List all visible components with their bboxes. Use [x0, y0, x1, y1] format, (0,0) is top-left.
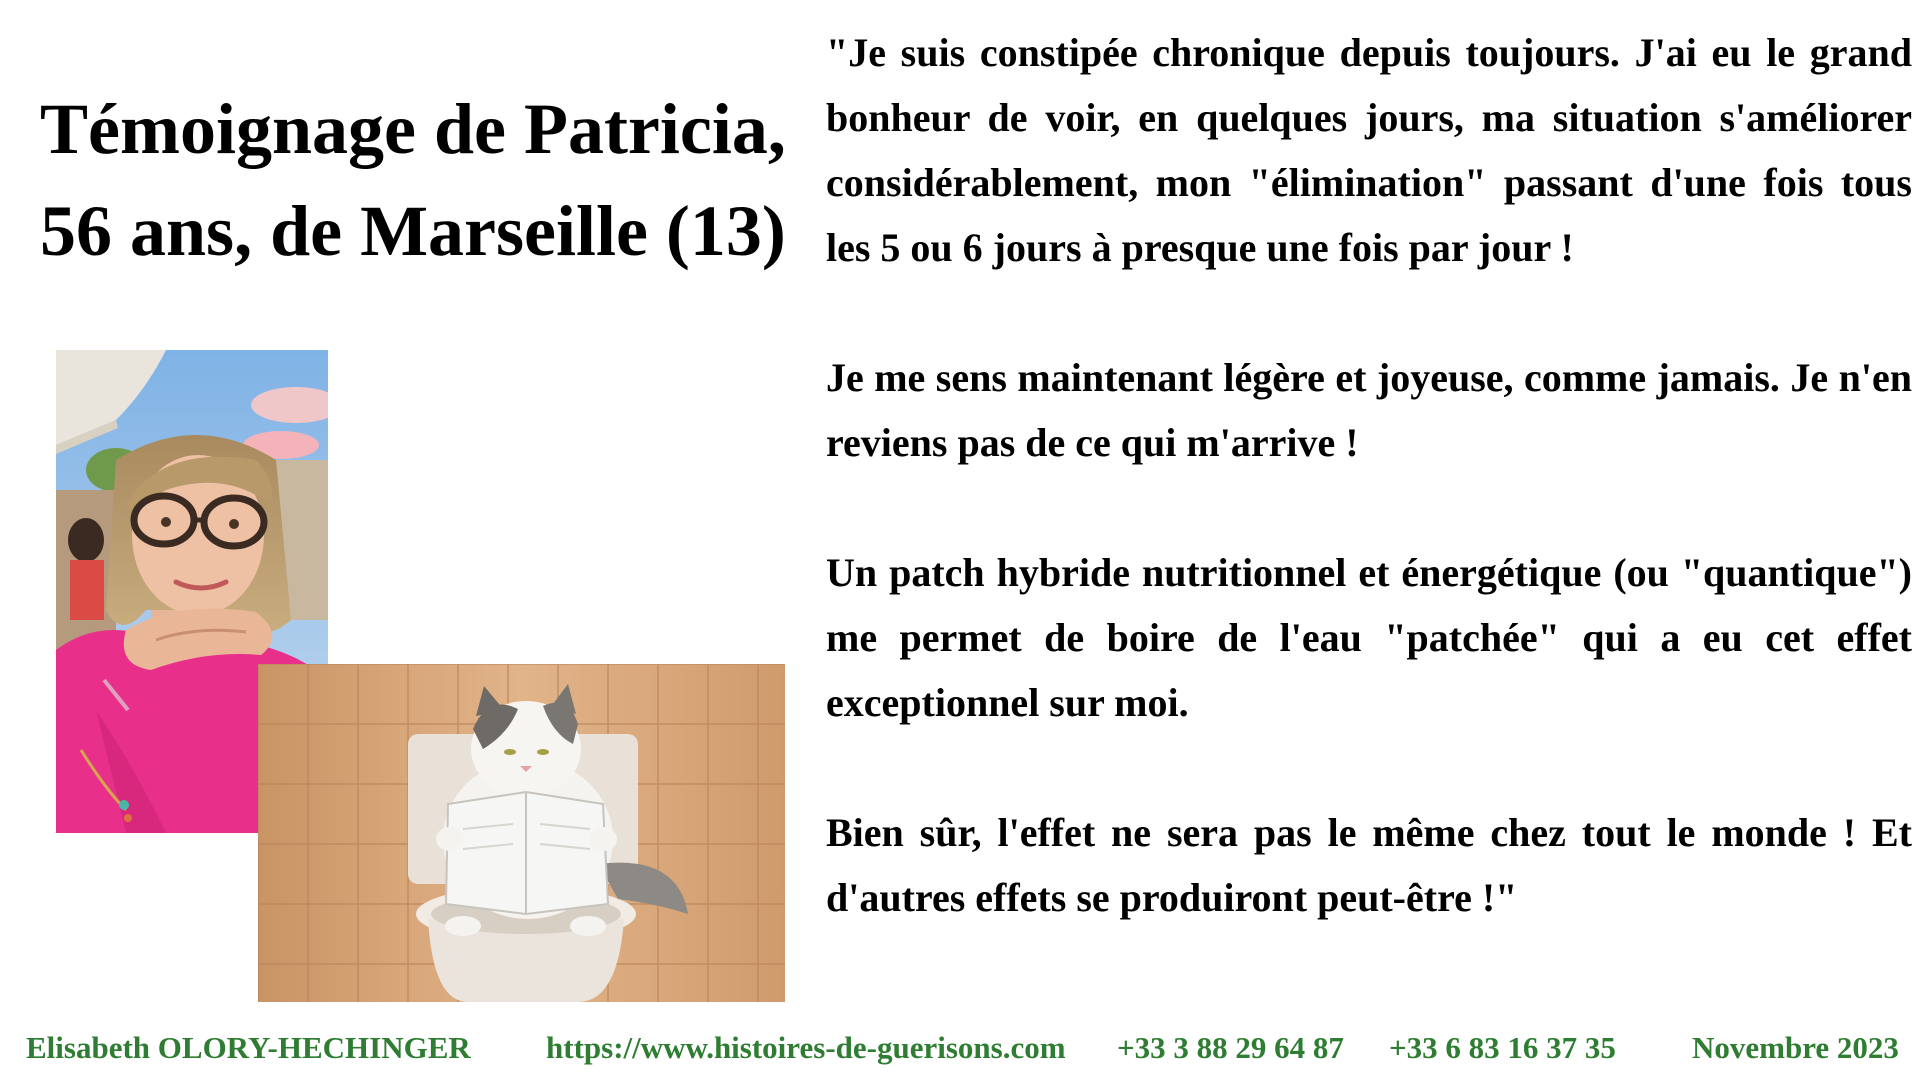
- footer-phone-1: +33 3 88 29 64 87: [1117, 1030, 1344, 1065]
- testimony-paragraph-3: Un patch hybride nutritionnel et énergétique (ou "quantique") me permet de boire de l'eau "patchée" qui a eu cet effet exceptionnel sur moi.: [826, 550, 1912, 725]
- footer-author: Elisabeth OLORY-HECHINGER: [26, 1030, 471, 1065]
- title-line-2: 56 ans, de Marseille (13): [40, 191, 786, 271]
- footer-website-link[interactable]: https://www.histoires-de-guerisons.com: [546, 1030, 1066, 1065]
- testimony-paragraph-2: Je me sens maintenant légère et joyeuse, comme jamais. Je n'en reviens pas de ce qui m'arrive !: [826, 355, 1912, 465]
- testimony-paragraph-1: "Je suis constipée chronique depuis toujours. J'ai eu le grand bonheur de voir, en quelques jours, ma situation s'améliorer considérablement, mon "élimination" passant d'une fois tous les 5 ou 6 jours à presque une fois par jour !: [826, 30, 1912, 270]
- cat-toilet-photo: [258, 664, 785, 1002]
- footer: [26, 1030, 1906, 1070]
- title-line-1: Témoignage de Patricia,: [40, 89, 786, 169]
- footer-date: Novembre 2023: [1692, 1030, 1899, 1065]
- footer-phone-2: +33 6 83 16 37 35: [1389, 1030, 1616, 1065]
- testimony-text: [826, 20, 1912, 930]
- testimony-paragraph-4: Bien sûr, l'effet ne sera pas le même chez tout le monde ! Et d'autres effets se produiront peut-être !": [826, 810, 1912, 920]
- page-title: [40, 78, 830, 282]
